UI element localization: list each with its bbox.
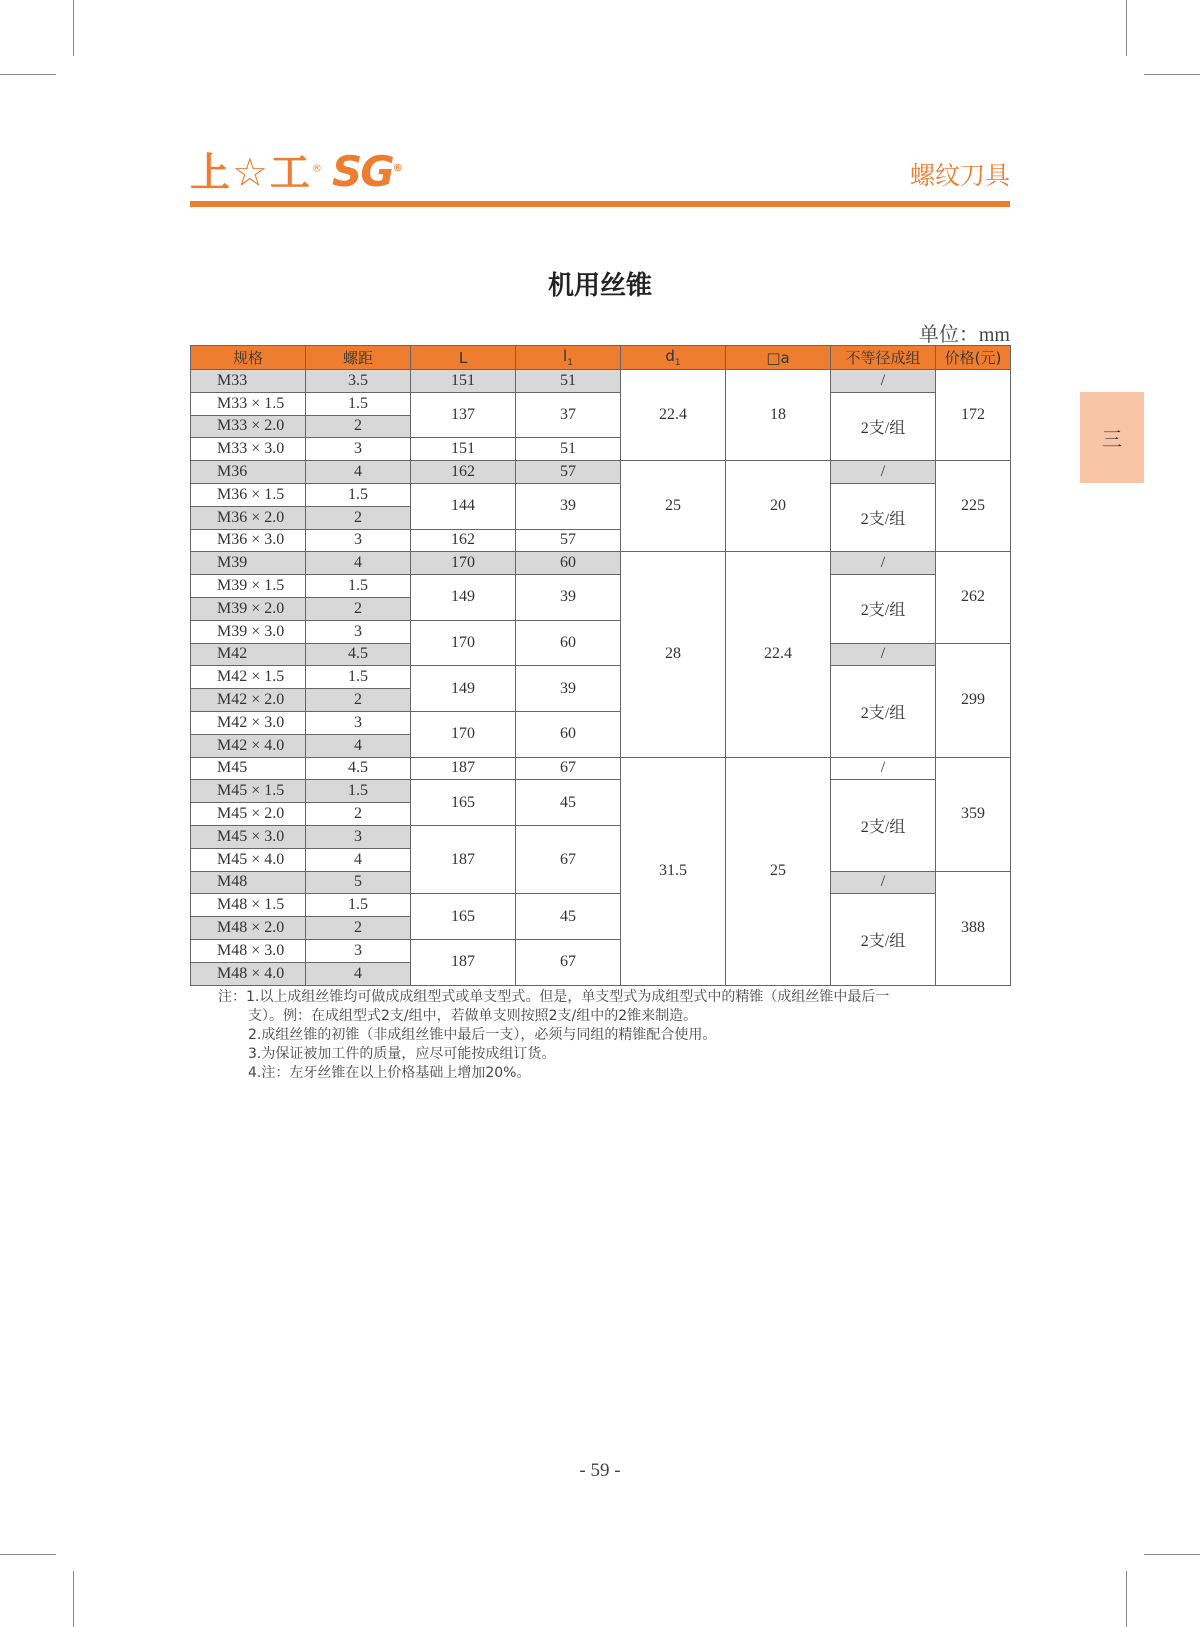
pitch-cell: 3 xyxy=(306,529,411,552)
crop-mark xyxy=(73,1571,74,1627)
page-title: 机用丝锥 xyxy=(547,271,652,301)
table-header-row xyxy=(191,346,1011,370)
table-row xyxy=(191,370,1011,393)
group-cell: / xyxy=(831,552,936,575)
crop-mark xyxy=(0,74,56,75)
table-row xyxy=(191,461,1011,484)
l1-cell: 39 xyxy=(516,666,621,712)
pitch-cell: 4 xyxy=(306,734,411,757)
group-cell: 2支/组 xyxy=(831,392,936,460)
pitch-cell: 2 xyxy=(306,506,411,529)
spec-cell: M48 xyxy=(191,871,306,894)
page-number: - 59 - xyxy=(579,1460,621,1481)
col-header-l1: $l_1$ xyxy=(516,346,621,370)
l1-cell: 51 xyxy=(516,438,621,461)
crop-mark xyxy=(1126,1571,1127,1627)
col-header-group: 不等径成组 xyxy=(831,346,936,370)
a-cell: 20 xyxy=(726,461,831,552)
group-cell: / xyxy=(831,370,936,393)
L-cell: 165 xyxy=(411,894,516,940)
crop-mark xyxy=(73,0,74,56)
spec-cell: M42 × 4.0 xyxy=(191,734,306,757)
table-row xyxy=(191,666,1011,689)
price-cell: 225 xyxy=(936,461,1011,552)
unit-label: 单位：mm xyxy=(918,322,1010,346)
spec-cell: M39 xyxy=(191,552,306,575)
l1-cell: 57 xyxy=(516,529,621,552)
crop-mark xyxy=(1126,0,1127,56)
pitch-cell: 2 xyxy=(306,689,411,712)
spec-cell: M45 × 3.0 xyxy=(191,825,306,848)
col-header-price: 价格(元) xyxy=(936,346,1011,370)
group-cell: 2支/组 xyxy=(831,780,936,871)
l1-cell: 67 xyxy=(516,757,621,780)
spec-cell: M45 × 1.5 xyxy=(191,780,306,803)
d1-cell: 31.5 xyxy=(621,757,726,985)
pitch-cell: 1.5 xyxy=(306,392,411,415)
col-header-a: □a xyxy=(726,346,831,370)
col-header-pitch: 螺距 xyxy=(306,346,411,370)
L-cell: 187 xyxy=(411,757,516,780)
pitch-cell: 4 xyxy=(306,848,411,871)
pitch-cell: 5 xyxy=(306,871,411,894)
pitch-cell: 2 xyxy=(306,803,411,826)
header-rule xyxy=(190,201,1010,207)
L-cell: 170 xyxy=(411,620,516,666)
spec-cell: M33 × 3.0 xyxy=(191,438,306,461)
group-cell: / xyxy=(831,871,936,894)
table-row xyxy=(191,780,1011,803)
spec-cell: M45 × 4.0 xyxy=(191,848,306,871)
pitch-cell: 1.5 xyxy=(306,894,411,917)
L-cell: 144 xyxy=(411,483,516,529)
table-row xyxy=(191,483,1011,506)
group-cell: 2支/组 xyxy=(831,575,936,643)
pitch-cell: 3 xyxy=(306,711,411,734)
l1-cell: 45 xyxy=(516,894,621,940)
group-cell: 2支/组 xyxy=(831,483,936,551)
l1-cell: 67 xyxy=(516,939,621,985)
company-logo: 上☆工® xyxy=(190,150,324,196)
spec-cell: M39 × 1.5 xyxy=(191,575,306,598)
note-line: 注：1.以上成组丝锥均可做成成组型式或单支型式。但是，单支型式为成组型式中的精锥（成组丝锥中最后一 xyxy=(218,989,890,1005)
l1-cell: 45 xyxy=(516,780,621,826)
l1-cell: 57 xyxy=(516,461,621,484)
price-cell: 172 xyxy=(936,370,1011,461)
table-row xyxy=(191,552,1011,575)
price-cell: 262 xyxy=(936,552,1011,643)
spec-cell: M36 xyxy=(191,461,306,484)
note-line: 支）。例：在成组型式2支/组中，若做单支则按照2支/组中的2锥来制造。 xyxy=(248,1008,698,1024)
spec-cell: M48 × 3.0 xyxy=(191,939,306,962)
L-cell: 149 xyxy=(411,666,516,712)
price-cell: 299 xyxy=(936,643,1011,757)
pitch-cell: 2 xyxy=(306,415,411,438)
l1-cell: 67 xyxy=(516,825,621,893)
note-line: 2.成组丝锥的初锥（非成组丝锥中最后一支），必须与同组的精锥配合使用。 xyxy=(248,1027,717,1043)
L-cell: 162 xyxy=(411,461,516,484)
table-row xyxy=(191,757,1011,780)
a-cell: 22.4 xyxy=(726,552,831,757)
a-cell: 25 xyxy=(726,757,831,985)
a-cell: 18 xyxy=(726,370,831,461)
spec-cell: M48 × 1.5 xyxy=(191,894,306,917)
spec-cell: M42 × 1.5 xyxy=(191,666,306,689)
group-cell: / xyxy=(831,643,936,666)
pitch-cell: 2 xyxy=(306,597,411,620)
col-header-d1: $d_1$ xyxy=(621,346,726,370)
pitch-cell: 3 xyxy=(306,438,411,461)
L-cell: 187 xyxy=(411,939,516,985)
pitch-cell: 3 xyxy=(306,825,411,848)
pitch-cell: 1.5 xyxy=(306,575,411,598)
note-line: 4.注：左牙丝锥在以上价格基础上增加20%。 xyxy=(248,1065,531,1081)
pitch-cell: 4.5 xyxy=(306,643,411,666)
spec-cell: M39 × 3.0 xyxy=(191,620,306,643)
pitch-cell: 3 xyxy=(306,939,411,962)
pitch-cell: 1.5 xyxy=(306,483,411,506)
spec-cell: M48 × 4.0 xyxy=(191,962,306,985)
spec-cell: M45 xyxy=(191,757,306,780)
col-header-L: L xyxy=(411,346,516,370)
spec-cell: M42 xyxy=(191,643,306,666)
spec-cell: M36 × 2.0 xyxy=(191,506,306,529)
crop-mark xyxy=(1144,74,1200,75)
spec-cell: M33 × 1.5 xyxy=(191,392,306,415)
spec-cell: M42 × 3.0 xyxy=(191,711,306,734)
d1-cell: 28 xyxy=(621,552,726,757)
pitch-cell: 4 xyxy=(306,461,411,484)
table-row xyxy=(191,575,1011,598)
L-cell: 137 xyxy=(411,392,516,438)
l1-cell: 60 xyxy=(516,711,621,757)
spec-cell: M33 xyxy=(191,370,306,393)
spec-cell: M39 × 2.0 xyxy=(191,597,306,620)
l1-cell: 39 xyxy=(516,575,621,621)
crop-mark xyxy=(1144,1554,1200,1555)
l1-cell: 60 xyxy=(516,620,621,666)
table-row xyxy=(191,894,1011,917)
price-cell: 359 xyxy=(936,757,1011,871)
spec-table xyxy=(190,345,1011,986)
l1-cell: 51 xyxy=(516,370,621,393)
group-cell: / xyxy=(831,757,936,780)
pitch-cell: 2 xyxy=(306,917,411,940)
L-cell: 151 xyxy=(411,438,516,461)
d1-cell: 22.4 xyxy=(621,370,726,461)
spec-cell: M45 × 2.0 xyxy=(191,803,306,826)
spec-cell: M48 × 2.0 xyxy=(191,917,306,940)
table-row xyxy=(191,392,1011,415)
pitch-cell: 1.5 xyxy=(306,666,411,689)
pitch-cell: 4 xyxy=(306,962,411,985)
note-line: 3.为保证被加工件的质量，应尽可能按成组订货。 xyxy=(248,1046,556,1062)
L-cell: 170 xyxy=(411,711,516,757)
spec-cell: M33 × 2.0 xyxy=(191,415,306,438)
pitch-cell: 1.5 xyxy=(306,780,411,803)
pitch-cell: 4 xyxy=(306,552,411,575)
L-cell: 162 xyxy=(411,529,516,552)
page-header xyxy=(190,145,1010,205)
l1-cell: 60 xyxy=(516,552,621,575)
L-cell: 165 xyxy=(411,780,516,826)
l1-cell: 37 xyxy=(516,392,621,438)
L-cell: 151 xyxy=(411,370,516,393)
pitch-cell: 3 xyxy=(306,620,411,643)
L-cell: 170 xyxy=(411,552,516,575)
d1-cell: 25 xyxy=(621,461,726,552)
group-cell: 2支/组 xyxy=(831,666,936,757)
brand-logo: SG® xyxy=(332,147,401,196)
spec-cell: M42 × 2.0 xyxy=(191,689,306,712)
L-cell: 149 xyxy=(411,575,516,621)
L-cell: 187 xyxy=(411,825,516,893)
crop-mark xyxy=(0,1554,56,1555)
group-cell: 2支/组 xyxy=(831,894,936,985)
col-header-spec: 规格 xyxy=(191,346,306,370)
notes xyxy=(218,988,1018,1083)
section-title: 螺纹刀具 xyxy=(909,161,1010,190)
price-cell: 388 xyxy=(936,871,1011,985)
spec-cell: M36 × 1.5 xyxy=(191,483,306,506)
pitch-cell: 4.5 xyxy=(306,757,411,780)
group-cell: / xyxy=(831,461,936,484)
spec-cell: M36 × 3.0 xyxy=(191,529,306,552)
pitch-cell: 3.5 xyxy=(306,370,411,393)
chapter-tab[interactable]: 三 xyxy=(1080,392,1144,483)
l1-cell: 39 xyxy=(516,483,621,529)
